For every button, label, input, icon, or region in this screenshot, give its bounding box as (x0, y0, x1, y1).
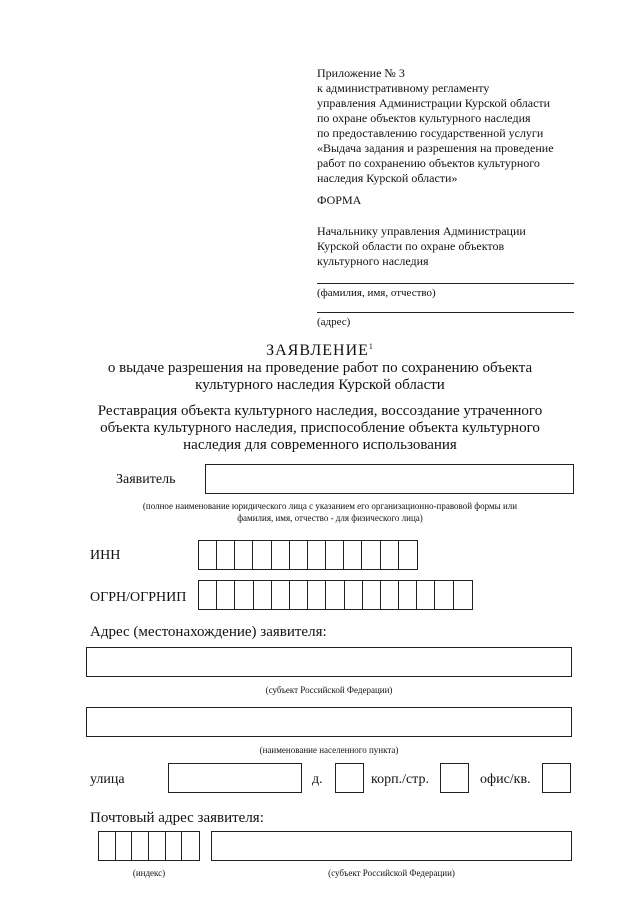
postal-subject-field[interactable] (211, 831, 572, 861)
building-label: корп./стр. (371, 772, 429, 787)
street-label: улица (90, 772, 125, 787)
digit-cell[interactable] (235, 541, 253, 569)
digit-cell[interactable] (272, 541, 290, 569)
work-type-line: наследия для современного использования (183, 437, 457, 453)
building-field[interactable] (440, 763, 469, 793)
locality-caption: (наименование населенного пункта) (259, 745, 399, 755)
addressee (317, 224, 526, 269)
postal-label: Почтовый адрес заявителя: (90, 810, 264, 826)
digit-cell[interactable] (199, 581, 217, 609)
form-label: ФОРМА (317, 193, 362, 207)
digit-cell[interactable] (326, 581, 344, 609)
inn-field[interactable] (198, 540, 418, 570)
header-line: наследия Курской области» (317, 171, 458, 185)
address-label: Адрес (местонахождение) заявителя: (90, 624, 327, 640)
digit-cell[interactable] (363, 581, 381, 609)
subtitle-line: о выдаче разрешения на проведение работ по сохранению объекта (107, 360, 533, 376)
subject-caption: (субъект Российской Федерации) (265, 685, 393, 695)
digit-cell[interactable] (326, 541, 344, 569)
street-field[interactable] (168, 763, 302, 793)
digit-cell[interactable] (235, 581, 253, 609)
digit-cell[interactable] (417, 581, 435, 609)
postal-subject-caption: (субъект Российской Федерации) (328, 868, 455, 878)
house-field[interactable] (335, 763, 364, 793)
applicant-caption (80, 500, 580, 524)
digit-cell[interactable] (253, 541, 271, 569)
digit-cell[interactable] (166, 832, 183, 860)
digit-cell[interactable] (381, 581, 399, 609)
digit-cell[interactable] (399, 541, 417, 569)
caption-line: (полное наименование юридического лица с указанием его организационно-правовой формы или (142, 501, 518, 511)
subtitle-line: культурного наследия Курской области (195, 377, 445, 393)
appendix-header (317, 66, 617, 186)
digit-cell[interactable] (254, 581, 272, 609)
fio-input-line[interactable] (317, 283, 574, 284)
address-input-line[interactable] (317, 312, 574, 313)
digit-cell[interactable] (272, 581, 290, 609)
digit-cell[interactable] (381, 541, 399, 569)
header-line: Приложение № 3 (317, 66, 405, 80)
document-title (0, 342, 640, 360)
digit-cell[interactable] (290, 581, 308, 609)
locality-field[interactable] (86, 707, 572, 737)
applicant-label: Заявитель (116, 472, 176, 487)
index-caption: (индекс) (132, 868, 166, 878)
digit-cell[interactable] (217, 581, 235, 609)
header-line: управления Администрации Курской области (317, 96, 551, 110)
digit-cell[interactable] (116, 832, 133, 860)
header-line: по охране объектов культурного наследия (317, 111, 531, 125)
digit-cell[interactable] (182, 832, 199, 860)
digit-cell[interactable] (199, 541, 217, 569)
digit-cell[interactable] (217, 541, 235, 569)
digit-cell[interactable] (454, 581, 472, 609)
address-caption: (адрес) (317, 316, 351, 328)
ogrn-field[interactable] (198, 580, 473, 610)
office-field[interactable] (542, 763, 571, 793)
addressee-line: Курской области по охране объектов (317, 239, 505, 253)
digit-cell[interactable] (308, 581, 326, 609)
footnote-mark: 1 (368, 342, 374, 351)
work-type (0, 403, 640, 454)
inn-label: ИНН (90, 548, 121, 563)
subject-field[interactable] (86, 647, 572, 677)
digit-cell[interactable] (290, 541, 308, 569)
document-subtitle (0, 360, 640, 394)
digit-cell[interactable] (362, 541, 380, 569)
digit-cell[interactable] (132, 832, 149, 860)
applicant-field[interactable] (205, 464, 574, 494)
digit-cell[interactable] (435, 581, 453, 609)
title-text: ЗАЯВЛЕНИЕ (266, 342, 369, 359)
addressee-line: культурного наследия (317, 254, 429, 268)
postal-index-field[interactable] (98, 831, 200, 861)
header-line: работ по сохранению объектов культурного (317, 156, 540, 170)
header-line: «Выдача задания и разрешения на проведение (317, 141, 554, 155)
digit-cell[interactable] (149, 832, 166, 860)
digit-cell[interactable] (345, 581, 363, 609)
house-label: д. (312, 772, 323, 787)
office-label: офис/кв. (480, 772, 531, 787)
work-type-line: объекта культурного наследия, приспособление объекта культурного (100, 420, 540, 436)
digit-cell[interactable] (344, 541, 362, 569)
fio-caption: (фамилия, имя, отчество) (317, 287, 436, 299)
addressee-line: Начальнику управления Администрации (317, 224, 526, 238)
digit-cell[interactable] (399, 581, 417, 609)
header-line: по предоставлению государственной услуги (317, 126, 544, 140)
work-type-line: Реставрация объекта культурного наследия, воссоздание утраченного (97, 403, 543, 419)
caption-line: фамилия, имя, отчество - для физического лица) (237, 513, 423, 523)
ogrn-label: ОГРН/ОГРНИП (90, 590, 187, 605)
header-line: к административному регламенту (317, 81, 490, 95)
digit-cell[interactable] (308, 541, 326, 569)
digit-cell[interactable] (99, 832, 116, 860)
